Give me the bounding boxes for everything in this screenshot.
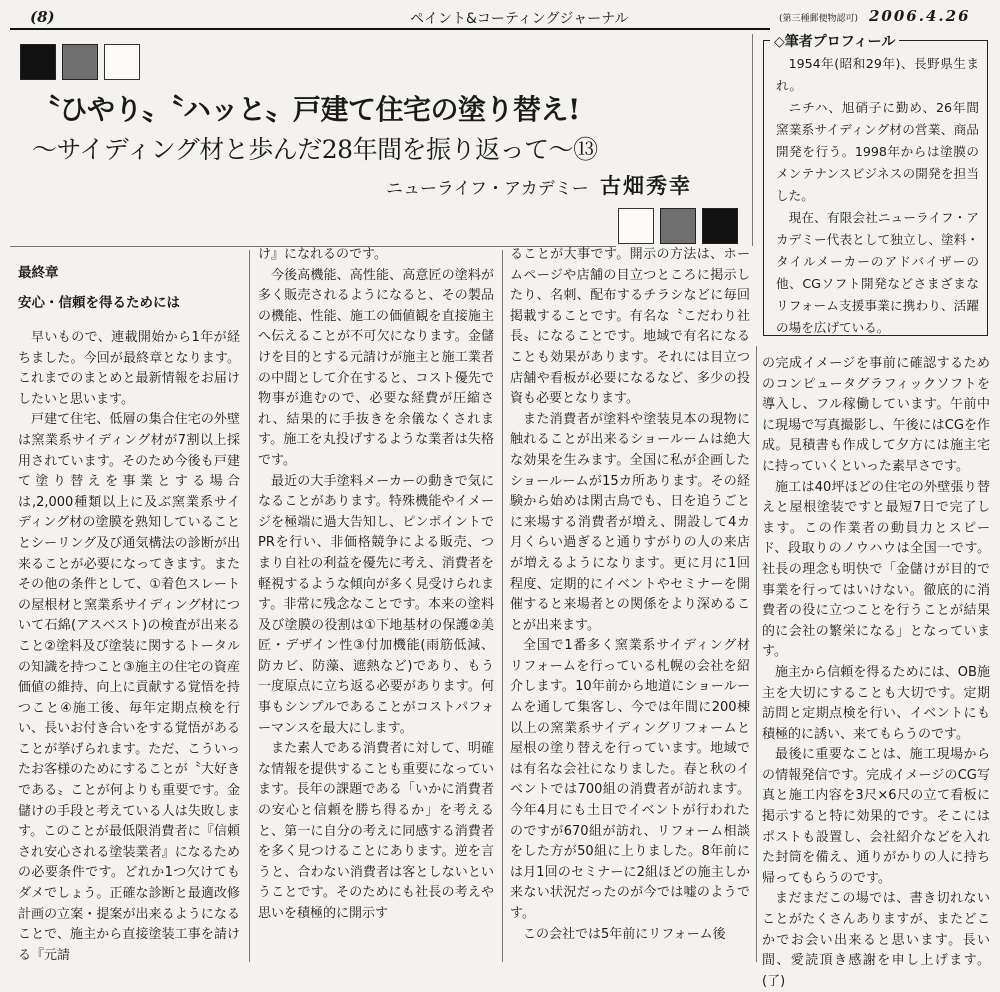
issue-date: 2006.4.26 bbox=[869, 7, 971, 25]
decor-square-gray bbox=[660, 208, 696, 244]
article-title: 〝ひやり〟〝ハッと〟戸建て住宅の塗り替え! bbox=[32, 93, 580, 126]
profile-paragraph: 現在、有限会社ニューライフ・アカデミー代表として独立し、塗料・タイルメーカーのアドバイザーの他、CGソフト開発などさまざまなリフォーム支援事業に携わり、活躍の場を広げている。 bbox=[776, 210, 979, 335]
body-paragraph: 早いもので、連載開始から1年が経ちました。今回が最終章となります。これまでのまとめと最新情報をお届けしたいと思います。 bbox=[18, 330, 240, 407]
author-profile-box bbox=[763, 34, 988, 336]
decor-square-white bbox=[618, 208, 654, 244]
body-paragraph: 戸建て住宅、低層の集合住宅の外壁は窯業系サイディング材が7割以上採用されています。そのため今後も戸建て塗り替えを事業とする場合は,2,000種類以上に及ぶ窯業系サイディング材の塗膜を熟知していることとシーリング及び通気構法の診断が出来ることが必要になってきます。またその他の条件として、①着色スレートの屋根材と窯業系サイディング材について石綿(アスベスト)の検査が出来ること②塗料及び塗装に関するトータルの知識を持つこと③施主の住宅の資産価値の維持、向上に貢献する覚悟を持つこと④施工後、毎年定期点検を行い、長いお付き合いをする覚悟があることが挙げられます。ただ、こういったお客様のためにすることが〝大好きである〟ことが何よりも重要です。金儲けの手段と考えている人は失敗します。このことが最低限消費者に『信頼され安心される塗装業者』になるための必要条件です。どれか1つ欠けてもダメでしょう。正確な診断と最適改修計画の立案・提案が出来るようになることで、施主から直接塗装工事を請ける『元請 bbox=[18, 412, 240, 963]
article-column-3 bbox=[510, 245, 750, 945]
body-paragraph: 今後高機能、高性能、高意匠の塗料が多く販売されるようになると、その製品の機能、性能、施工の価値観を直接施主へ伝えることが不可欠になります。金儲けを目的とする元請けが施主と施工業者の中間として介在すると、コスト優先で物事が進むので、必要な経費が圧縮され、結果的に手抜きを余儀なくされます。施工を丸投げするような業者は失格です。 bbox=[258, 267, 494, 468]
body-paragraph: この会社では5年前にリフォーム後 bbox=[523, 926, 726, 942]
body-paragraph: また消費者が塗料や塗装見本の現物に触れることが出来るショールームは絶大な効果を生みます。全国に私が企画したショールームが15カ所あります。その経験から始めは閑古鳥でも、日を追うごとに来場する消費者が増え、開設して4カ月くらい過ぎると通りすがりの人の来店が増えるようになります。更に月に1回程度、定期的にイベントやセミナーを開催すると来場者との関係をより深めることが出来ます。 bbox=[510, 411, 750, 633]
body-paragraph: 施主から信頼を得るためには、OB施主を大切にすることも大切です。定期訪問と定期点検を行い、イベントにも積極的に誘い、来てもらうのです。 bbox=[762, 664, 990, 742]
title-block-right-rule bbox=[752, 34, 753, 246]
decor-square-gray bbox=[62, 44, 98, 80]
article-column-4 bbox=[762, 354, 990, 992]
profile-paragraph: ニチハ、旭硝子に勤め、26年間窯業系サイディング材の営業、商品開発を行う。1998年からは塗膜のメンテナンスビジネスの開発を担当した。 bbox=[776, 100, 979, 203]
column-divider bbox=[249, 250, 250, 962]
body-paragraph-continued: ることが大事です。開示の方法は、ホームページや店舗の目立つところに掲示したり、名刺、配布するチラシなどに毎回掲載することです。有名な〝こだわり社長〟になることです。地域で有名になることも効果があります。それには目立つ店舗や看板が必要になるなど、多少の投資も必要となります。 bbox=[510, 247, 750, 407]
article-column-2 bbox=[258, 245, 494, 925]
postal-permit: (第三種郵便物認可) bbox=[779, 14, 859, 24]
column-divider bbox=[502, 250, 503, 962]
chapter-heading: 最終章 bbox=[18, 265, 59, 281]
section-heading: 安心・信頼を得るためには bbox=[18, 295, 180, 311]
page-header bbox=[0, 0, 1000, 30]
profile-heading: ◇筆者プロフィール bbox=[770, 31, 899, 51]
author-organization: ニューライフ・アカデミー bbox=[386, 179, 589, 199]
body-paragraph-continued: の完成イメージを事前に確認するためのコンピュータグラフィックソフトを導入し、フル稼働しています。午前中に現場で写真撮影し、午後にはCGを作成。見積書も作成して夕方には施主宅に持っていくといった素早さです。 bbox=[762, 356, 990, 474]
page-number: (8) bbox=[30, 8, 55, 26]
article-column-1 bbox=[18, 262, 240, 966]
author-name: 古畑秀幸 bbox=[600, 173, 692, 198]
header-rule bbox=[10, 28, 770, 30]
decor-square-black bbox=[702, 208, 738, 244]
profile-paragraph: 1954年(昭和29年)、長野県生まれ。 bbox=[776, 56, 979, 93]
article-subtitle: 〜サイディング材と歩んだ28年間を振り返って〜⑬ bbox=[32, 135, 598, 164]
decor-square-white bbox=[104, 44, 140, 80]
body-paragraph-continued: け』になれるのです。 bbox=[258, 247, 387, 262]
column-divider bbox=[756, 346, 757, 962]
body-paragraph: 最後に重要なことは、施工現場からの情報発信です。完成イメージのCG写真と施工内容を3尺×6尺の立て看板に掲示すると特に効果的です。そこにはポストも設置し、会社紹介などを入れた封筒を備え、通りがかりの人に持ち帰ってもらうのです。 bbox=[762, 747, 990, 886]
body-paragraph: 全国で1番多く窯業系サイディング材リフォームを行っている札幌の会社を紹介します。10年前から地道にショールームを通して集客し、今では年間に200棟以上の窯業系サイディングリフォームと屋根の塗り替えを行っています。地域では有名な会社になりました。春と秋のイベントでは700組の消費者が訪れます。今年4月にも土日でイベントが行われたのですが670組が訪れ、リフォーム相談をした方が50組に上りました。8年前には月1回のセミナーに2組ほどの施主しか来ない状況だったのが今では嘘のようです。 bbox=[510, 638, 750, 921]
body-paragraph: 施工は40坪ほどの住宅の外壁張り替えと屋根塗装ですと最短7日で完了します。この作業者の動員力とスピード、段取りのノウハウは全国一です。社長の理念も明快で「金儲けが目的で事業を行ってはいけない。徹底的に消費者の役に立つことを行うことが結果的に会社の繁栄になる」となっています。 bbox=[762, 479, 990, 660]
body-paragraph: 最近の大手塗料メーカーの動きで気になることがあります。特殊機能やイメージを極端に過大告知し、ピンポイントでPRを行い、非価格競争による販売、つまり自社の利益を優先に考え、消費者を軽視するような傾向が多く見受けられます。非常に残念なことです。本来の塗料及び塗膜の役割は①下地基材の保護②美匠・デザイン性③付加機能(雨筋低減、防カビ、防藻、遮熱など)であり、もう一度原点に立ち返る必要があります。何事もシンプルであることがコストパフォーマンスを最大にします。 bbox=[258, 473, 494, 736]
publication-title: ペイント&コーティングジャーナル bbox=[410, 11, 629, 27]
body-paragraph: また素人である消費者に対して、明確な情報を提供することも重要になっています。長年の課題である「いかに消費者の安心と信頼を勝ち得るか」を考えると、第一に自分の考えに同感する消費者を多く見つけることにあります。逆を言うと、合わない消費者は客としないということです。そのためにも社長の考えや思いを積極的に開示す bbox=[258, 741, 494, 921]
decor-square-black bbox=[20, 44, 56, 80]
body-paragraph: まだまだこの場では、書き切れないことがたくさんありますが、またどこかでお会い出来ると思います。長い間、愛読頂き感謝を申し上げます。 (了) bbox=[762, 891, 990, 989]
